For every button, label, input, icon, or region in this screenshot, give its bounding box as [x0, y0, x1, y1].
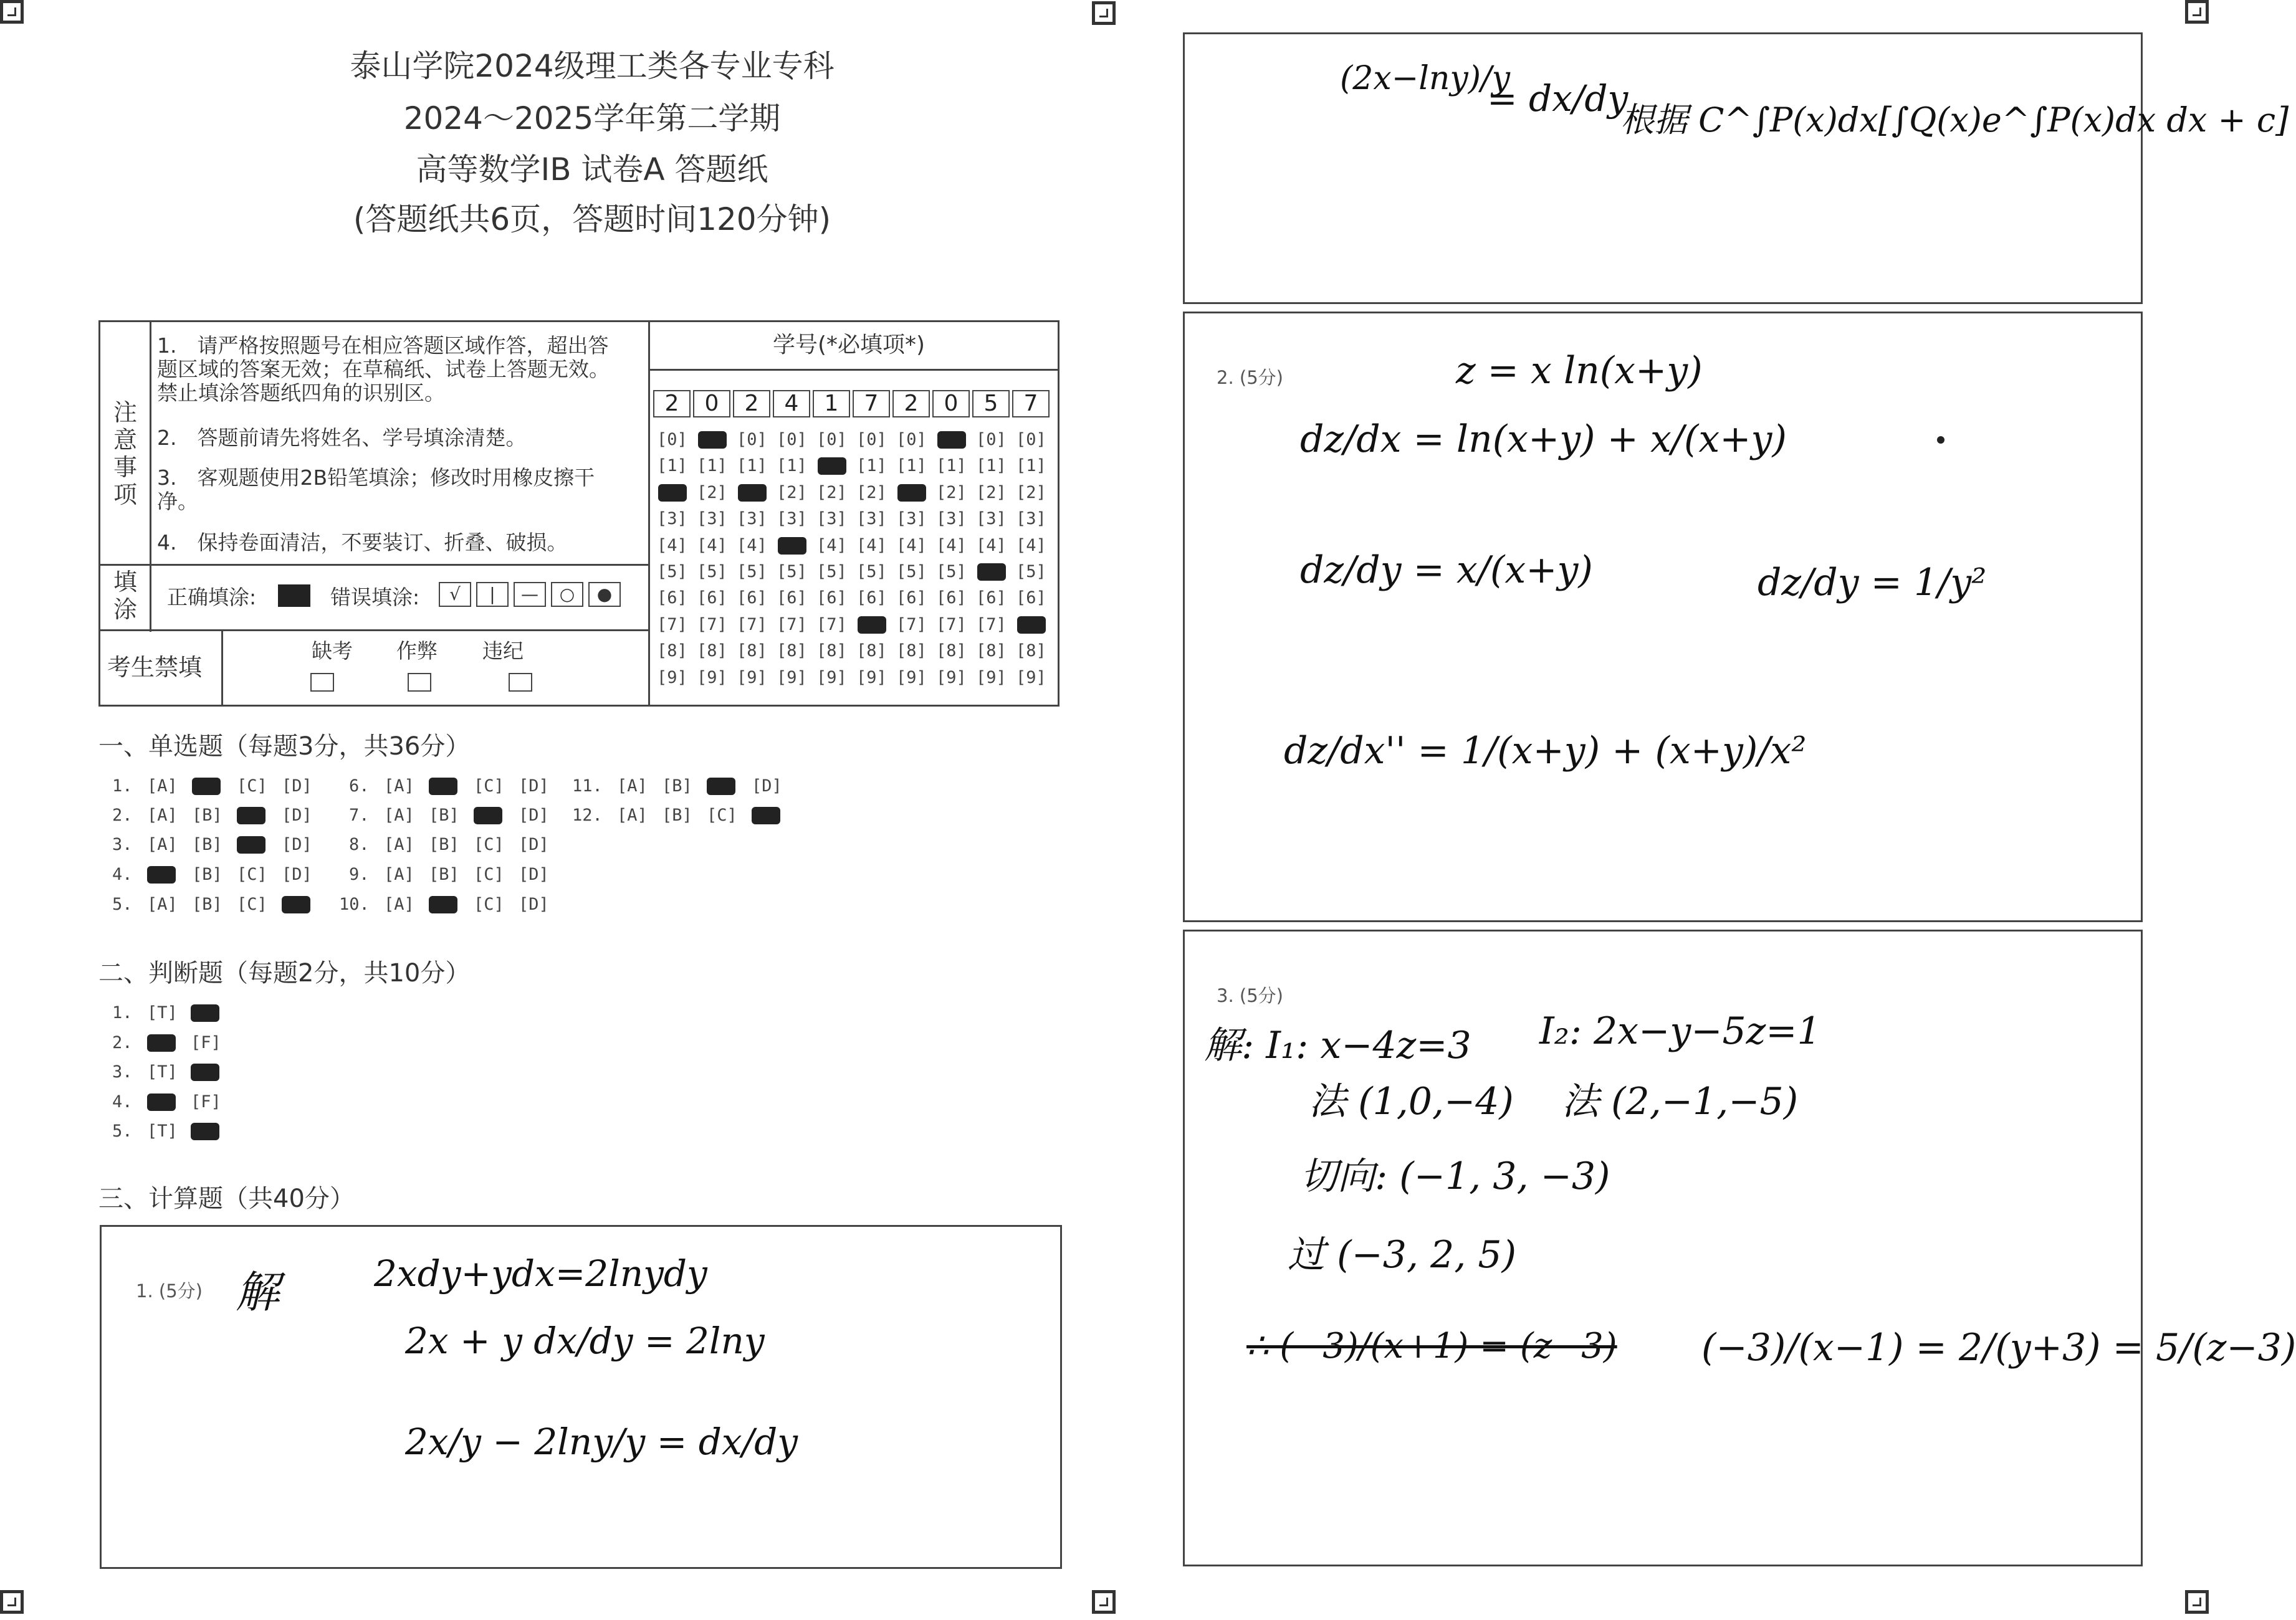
student-id-bubble[interactable]: [8] — [976, 641, 1007, 661]
student-id-digit: 2 — [892, 390, 930, 417]
q1-hw-jie: 解 — [236, 1267, 279, 1318]
student-id-bubble[interactable]: [8] — [896, 641, 927, 661]
q3-hw-line8: (−3)/(x−1) = 2/(y+3) = 5/(z−3) — [1701, 1326, 2296, 1370]
q3-hw-line3: 法 (1,0,−4) — [1309, 1080, 1514, 1123]
tf-question-number: 1. — [112, 1003, 133, 1022]
student-id-digit: 5 — [972, 390, 1010, 417]
student-id-bubble[interactable]: [7] — [777, 614, 807, 634]
q2-hw-line1: z = x ln(x+y) — [1456, 349, 1703, 393]
student-id-bubble[interactable]: [4] — [737, 535, 767, 555]
student-id-bubble[interactable]: [8] — [737, 641, 767, 661]
section3-title: 三、计算题（共40分） — [98, 1184, 355, 1213]
wrong-mark-1: √ — [439, 582, 471, 607]
mc-filled-bubble[interactable] — [237, 807, 265, 824]
mc-option-bubble[interactable]: [C] — [474, 835, 504, 854]
q3-label: 3. (5分) — [1217, 985, 1283, 1006]
student-id-bubble[interactable]: [1] — [856, 456, 887, 476]
tf-option-bubble[interactable]: [T] — [147, 1003, 178, 1022]
tf-option-bubble[interactable]: [F] — [191, 1092, 221, 1112]
notes-item-3: 3. 客观题使用2B铅笔填涂；修改时用橡皮擦干净。 — [157, 465, 595, 513]
mc-option-bubble[interactable]: [B] — [192, 806, 222, 825]
student-id-bubble[interactable]: [1] — [737, 456, 767, 476]
student-id-bubble[interactable]: [9] — [856, 667, 887, 687]
student-id-bubble[interactable]: [7] — [976, 614, 1007, 634]
student-id-bubble[interactable]: [2] — [976, 482, 1007, 502]
student-id-bubble[interactable]: [9] — [657, 667, 687, 687]
student-id-bubble[interactable]: [5] — [697, 562, 727, 581]
tf-option-bubble[interactable]: [T] — [147, 1122, 178, 1141]
student-id-bubble[interactable]: [2] — [1016, 482, 1046, 502]
student-id-bubble[interactable]: [0] — [816, 430, 847, 449]
student-id-bubble[interactable]: [2] — [697, 482, 727, 502]
mc-question-number: 3. — [112, 835, 133, 854]
student-id-bubble[interactable]: [9] — [896, 667, 927, 687]
section2-title: 二、判断题（每题2分，共10分） — [98, 959, 471, 988]
student-id-bubble[interactable]: [4] — [936, 535, 967, 555]
student-id-digit: 2 — [653, 390, 691, 417]
student-id-bubble[interactable]: [9] — [697, 667, 727, 687]
student-id-bubble[interactable]: [2] — [936, 482, 967, 502]
divider — [221, 629, 223, 707]
mc-option-bubble[interactable]: [D] — [282, 865, 312, 884]
mc-option-bubble[interactable]: [C] — [474, 776, 504, 796]
mc-option-bubble[interactable]: [D] — [519, 895, 549, 914]
student-id-bubble[interactable]: [9] — [777, 667, 807, 687]
q2-hw-line4: dz/dy = 1/y² — [1758, 561, 1987, 604]
tf-question-number: 5. — [112, 1122, 133, 1141]
mc-question-number: 1. — [112, 776, 133, 796]
mc-filled-bubble[interactable] — [429, 778, 457, 795]
p2-hw-line1: (2x−lny)/y — [1340, 60, 1510, 97]
mc-option-bubble[interactable]: [B] — [192, 865, 222, 884]
student-id-bubble[interactable]: [3] — [856, 509, 887, 529]
mc-option-bubble[interactable]: [A] — [617, 806, 648, 825]
student-id-bubble[interactable]: [5] — [896, 562, 927, 581]
mc-question-number: 10. — [339, 895, 370, 914]
fill-wrong-label: 错误填涂: — [330, 585, 420, 609]
mc-filled-bubble[interactable] — [192, 778, 221, 795]
student-id-filled-bubble[interactable] — [897, 484, 926, 502]
student-id-digit: 7 — [853, 390, 890, 417]
mc-option-bubble[interactable]: [D] — [282, 835, 312, 854]
fill-wrong-samples — [439, 582, 621, 607]
student-id-bubble[interactable]: [8] — [697, 641, 727, 661]
q3-hw-line2: I₂: 2x−y−5z=1 — [1539, 1009, 1821, 1053]
student-id-label: 学号(*必填项*) — [773, 332, 926, 358]
tf-filled-bubble[interactable] — [191, 1004, 219, 1022]
notes-label: 注意事项 — [113, 399, 137, 508]
fill-correct-label: 正确填涂: — [167, 585, 257, 609]
student-id-bubble[interactable]: [3] — [697, 509, 727, 529]
answer-box-continued — [1183, 32, 2143, 304]
mc-question-number: 11. — [572, 776, 603, 796]
mc-option-bubble[interactable]: [B] — [662, 806, 692, 825]
forbidden-opt-cheat: 作弊 — [396, 639, 438, 663]
corner-marker-top-right — [2185, 0, 2209, 24]
student-id-bubble[interactable]: [7] — [737, 614, 767, 634]
header-title-line3: 高等数学IB 试卷A 答题纸 — [416, 151, 768, 188]
mc-option-bubble[interactable]: [C] — [474, 865, 504, 884]
mc-question-number: 2. — [112, 806, 133, 825]
q1-hw-line3: 2x/y − 2lny/y = dx/dy — [405, 1421, 798, 1463]
student-id-bubble[interactable]: [6] — [936, 588, 967, 608]
student-id-bubble[interactable]: [2] — [856, 482, 887, 502]
q3-hw-line6: 过 (−3, 2, 5) — [1288, 1233, 1516, 1277]
student-id-filled-bubble[interactable] — [738, 484, 767, 502]
mc-option-bubble[interactable]: [B] — [429, 865, 459, 884]
student-id-bubble[interactable]: [9] — [816, 667, 847, 687]
student-id-bubble[interactable]: [3] — [976, 509, 1007, 529]
mc-option-bubble[interactable]: [D] — [519, 806, 549, 825]
q3-hw-line7: ∴ (−3)/(x+1) = (z−3) — [1246, 1326, 1617, 1366]
student-id-bubble[interactable]: [6] — [1016, 588, 1046, 608]
q3-hw-line4: 法 (2,−1,−5) — [1562, 1080, 1799, 1123]
student-id-bubble[interactable]: [4] — [657, 535, 687, 555]
student-id-bubble[interactable]: [1] — [697, 456, 727, 476]
mc-filled-bubble[interactable] — [429, 896, 457, 913]
forbidden-absent-checkbox[interactable] — [310, 673, 334, 692]
mc-filled-bubble[interactable] — [237, 836, 265, 854]
student-id-bubble[interactable]: [6] — [737, 588, 767, 608]
student-id-bubble[interactable]: [5] — [1016, 562, 1046, 581]
tf-filled-bubble[interactable] — [147, 1034, 176, 1052]
student-id-bubble[interactable]: [1] — [777, 456, 807, 476]
mc-option-bubble[interactable]: [D] — [519, 865, 549, 884]
student-id-digit: 7 — [1012, 390, 1050, 417]
student-id-bubble[interactable]: [1] — [657, 456, 687, 476]
wrong-mark-3: — — [514, 582, 546, 607]
tf-filled-bubble[interactable] — [191, 1123, 219, 1140]
student-id-bubble[interactable]: [8] — [777, 641, 807, 661]
mc-filled-bubble[interactable] — [707, 778, 735, 795]
student-id-bubble[interactable]: [3] — [657, 509, 687, 529]
header-title-line4: (答题纸共6页，答题时间120分钟) — [353, 201, 831, 237]
notes-item-1: 1. 请严格按照题号在相应答题区域作答，超出答题区域的答案无效；在草稿纸、试卷上答题无效。禁止填涂答题纸四角的识别区。 — [157, 333, 610, 405]
student-id-bubble[interactable]: [9] — [976, 667, 1007, 687]
student-id-bubble[interactable]: [3] — [1016, 509, 1046, 529]
student-id-bubble[interactable]: [5] — [777, 562, 807, 581]
divider — [648, 369, 1060, 371]
header-title-line1: 泰山学院2024级理工类各专业专科 — [350, 48, 835, 84]
mc-filled-bubble[interactable] — [752, 807, 780, 824]
corner-marker-bottom-left — [0, 1590, 24, 1614]
mc-option-bubble[interactable]: [A] — [384, 806, 414, 825]
notes-item-2: 2. 答题前请先将姓名、学号填涂清楚。 — [157, 426, 527, 450]
corner-marker-top-center — [1092, 1, 1116, 25]
header-title-line2: 2024～2025学年第二学期 — [403, 100, 781, 136]
mc-option-bubble[interactable]: [A] — [147, 806, 178, 825]
tf-question-number: 3. — [112, 1062, 133, 1082]
student-id-filled-bubble[interactable] — [818, 457, 846, 475]
student-id-filled-bubble[interactable] — [937, 431, 966, 449]
student-id-bubble[interactable]: [6] — [697, 588, 727, 608]
mc-question-number: 7. — [349, 806, 370, 825]
wrong-mark-5: ● — [588, 582, 621, 607]
student-id-bubble[interactable]: [7] — [896, 614, 927, 634]
student-id-bubble[interactable]: [5] — [856, 562, 887, 581]
student-id-digit: 4 — [773, 390, 810, 417]
corner-marker-bottom-right — [2185, 1590, 2209, 1614]
student-id-filled-bubble[interactable] — [858, 616, 886, 634]
fill-label: 填涂 — [113, 568, 137, 623]
q3-hw-line1: 解: I₁: x−4z=3 — [1204, 1024, 1471, 1067]
mc-question-number: 12. — [572, 806, 603, 825]
mc-option-bubble[interactable]: [A] — [384, 895, 414, 914]
tf-question-number: 2. — [112, 1032, 133, 1052]
student-id-bubble[interactable]: [6] — [856, 588, 887, 608]
mc-question-number: 6. — [349, 776, 370, 796]
student-id-bubble[interactable]: [8] — [657, 641, 687, 661]
mc-option-bubble[interactable]: [B] — [429, 806, 459, 825]
student-id-bubble[interactable]: [5] — [936, 562, 967, 581]
student-id-bubble[interactable]: [7] — [816, 614, 847, 634]
student-id-bubble[interactable]: [9] — [936, 667, 967, 687]
mc-option-bubble[interactable]: [B] — [662, 776, 692, 796]
mc-option-bubble[interactable]: [D] — [519, 776, 549, 796]
mc-filled-bubble[interactable] — [282, 896, 310, 913]
student-id-digit: 0 — [932, 390, 970, 417]
p2-hw-line3: 根据 C^∫P(x)dx[∫Q(x)e^∫P(x)dx dx + c] — [1620, 100, 2289, 140]
student-id-bubble[interactable]: [0] — [896, 430, 927, 449]
student-id-bubble[interactable]: [5] — [657, 562, 687, 581]
student-id-bubble[interactable]: [8] — [816, 641, 847, 661]
student-id-filled-bubble[interactable] — [658, 484, 687, 502]
mc-option-bubble[interactable]: [C] — [237, 895, 267, 914]
student-id-bubble[interactable]: [8] — [1016, 641, 1046, 661]
mc-option-bubble[interactable]: [B] — [429, 835, 459, 854]
mc-question-number: 8. — [349, 835, 370, 854]
student-id-bubble[interactable]: [5] — [816, 562, 847, 581]
student-id-bubble[interactable]: [6] — [777, 588, 807, 608]
mc-option-bubble[interactable]: [C] — [237, 776, 267, 796]
mc-option-bubble[interactable]: [A] — [384, 865, 414, 884]
student-id-bubble[interactable]: [3] — [896, 509, 927, 529]
student-id-bubble[interactable]: [4] — [697, 535, 727, 555]
fill-correct-sample — [278, 584, 310, 607]
mc-option-bubble[interactable]: [D] — [282, 776, 312, 796]
student-id-bubble[interactable]: [6] — [976, 588, 1007, 608]
tf-question-number: 4. — [112, 1092, 133, 1112]
tf-filled-bubble[interactable] — [191, 1064, 219, 1081]
student-id-bubble[interactable]: [9] — [737, 667, 767, 687]
student-id-bubble[interactable]: [6] — [657, 588, 687, 608]
student-id-bubble[interactable]: [0] — [976, 430, 1007, 449]
mc-option-bubble[interactable]: [A] — [384, 776, 414, 796]
mc-option-bubble[interactable]: [C] — [474, 895, 504, 914]
mc-option-bubble[interactable]: [C] — [707, 806, 737, 825]
p2-hw-line2: = dx/dy — [1487, 77, 1629, 120]
wrong-mark-2: | — [476, 582, 509, 607]
forbidden-opt-absent: 缺考 — [312, 639, 353, 663]
student-id-bubble[interactable]: [6] — [816, 588, 847, 608]
student-id-bubble[interactable]: [4] — [976, 535, 1007, 555]
student-id-bubble[interactable]: [0] — [737, 430, 767, 449]
student-id-bubble[interactable]: [8] — [856, 641, 887, 661]
student-id-bubble[interactable]: [4] — [856, 535, 887, 555]
mc-question-number: 4. — [112, 865, 133, 884]
mc-option-bubble[interactable]: [D] — [519, 835, 549, 854]
student-id-bubble[interactable]: [7] — [697, 614, 727, 634]
student-id-bubble[interactable]: [1] — [1016, 456, 1046, 476]
student-id-bubble[interactable]: [0] — [657, 430, 687, 449]
student-id-bubble[interactable]: [4] — [816, 535, 847, 555]
student-id-bubble[interactable]: [6] — [896, 588, 927, 608]
divider — [98, 629, 648, 631]
forbidden-opt-violation: 违纪 — [482, 639, 524, 663]
q1-hw-line1: 2xdy+ydx=2lnydy — [374, 1252, 707, 1295]
student-id-bubble[interactable]: [3] — [936, 509, 967, 529]
mc-filled-bubble[interactable] — [474, 807, 502, 824]
mc-option-bubble[interactable]: [B] — [192, 895, 222, 914]
student-id-bubble[interactable]: [3] — [737, 509, 767, 529]
q2-label: 2. (5分) — [1217, 367, 1283, 388]
student-id-bubble[interactable]: [4] — [896, 535, 927, 555]
student-id-digit: 0 — [693, 390, 730, 417]
forbidden-cheat-checkbox[interactable] — [408, 673, 431, 692]
student-id-bubble[interactable]: [1] — [896, 456, 927, 476]
q3-hw-line5: 切向: (−1, 3, −3) — [1300, 1155, 1610, 1198]
mc-option-bubble[interactable]: [A] — [617, 776, 648, 796]
student-id-filled-bubble[interactable] — [977, 563, 1006, 581]
mc-question-number: 5. — [112, 895, 133, 914]
student-id-bubble[interactable]: [1] — [976, 456, 1007, 476]
corner-marker-top-left — [0, 0, 24, 24]
student-id-filled-bubble[interactable] — [778, 537, 806, 555]
student-id-bubble[interactable]: [3] — [816, 509, 847, 529]
student-id-bubble[interactable]: [5] — [737, 562, 767, 581]
tf-option-bubble[interactable]: [T] — [147, 1062, 178, 1082]
student-id-bubble[interactable]: [4] — [1016, 535, 1046, 555]
section1-title: 一、单选题（每题3分，共36分） — [98, 732, 471, 761]
mc-option-bubble[interactable]: [A] — [147, 895, 178, 914]
mc-option-bubble[interactable]: [D] — [752, 776, 782, 796]
mc-option-bubble[interactable]: [A] — [384, 835, 414, 854]
student-id-bubble[interactable]: [8] — [936, 641, 967, 661]
q1-hw-line2: 2x + y dx/dy = 2lny — [405, 1320, 765, 1362]
student-id-bubble[interactable]: [0] — [1016, 430, 1046, 449]
tf-option-bubble[interactable]: [F] — [191, 1032, 221, 1052]
student-id-digit: 2 — [733, 390, 770, 417]
forbidden-violation-checkbox[interactable] — [509, 673, 532, 692]
student-id-bubble[interactable]: [7] — [936, 614, 967, 634]
student-id-filled-bubble[interactable] — [698, 431, 727, 449]
student-id-bubble[interactable]: [9] — [1016, 667, 1046, 687]
student-id-bubble[interactable]: [0] — [856, 430, 887, 449]
corner-marker-bottom-center — [1092, 1590, 1116, 1614]
student-id-bubble[interactable]: [2] — [777, 482, 807, 502]
mc-question-number: 9. — [349, 865, 370, 884]
student-id-filled-bubble[interactable] — [1017, 616, 1046, 634]
mc-option-bubble[interactable]: [D] — [282, 806, 312, 825]
mc-option-bubble[interactable]: [C] — [237, 865, 267, 884]
q2-hw-line5: dz/dx'' = 1/(x+y) + (x+y)/x² — [1284, 729, 1807, 773]
tf-filled-bubble[interactable] — [147, 1094, 176, 1111]
divider — [150, 320, 151, 632]
student-id-digit: 1 — [813, 390, 850, 417]
student-id-bubble[interactable]: [0] — [777, 430, 807, 449]
notes-item-4: 4. 保持卷面清洁，不要装订、折叠、破损。 — [157, 530, 568, 555]
q2-stray-dot — [1937, 436, 1944, 444]
answer-box-q2 — [1183, 312, 2143, 922]
mc-filled-bubble[interactable] — [147, 866, 176, 884]
mc-option-bubble[interactable]: [A] — [147, 776, 178, 796]
q1-label: 1. (5分) — [136, 1280, 203, 1302]
divider — [648, 320, 650, 707]
student-id-bubble[interactable]: [3] — [777, 509, 807, 529]
divider — [98, 564, 648, 566]
mc-option-bubble[interactable]: [A] — [147, 835, 178, 854]
mc-option-bubble[interactable]: [B] — [192, 835, 222, 854]
student-id-bubble[interactable]: [7] — [657, 614, 687, 634]
forbidden-label: 考生禁填 — [107, 654, 203, 681]
q2-hw-line2: dz/dx = ln(x+y) + x/(x+y) — [1300, 417, 1787, 461]
student-id-bubble[interactable]: [2] — [816, 482, 847, 502]
wrong-mark-4: ○ — [551, 582, 583, 607]
student-id-bubble[interactable]: [1] — [936, 456, 967, 476]
q2-hw-line3: dz/dy = x/(x+y) — [1300, 548, 1593, 592]
